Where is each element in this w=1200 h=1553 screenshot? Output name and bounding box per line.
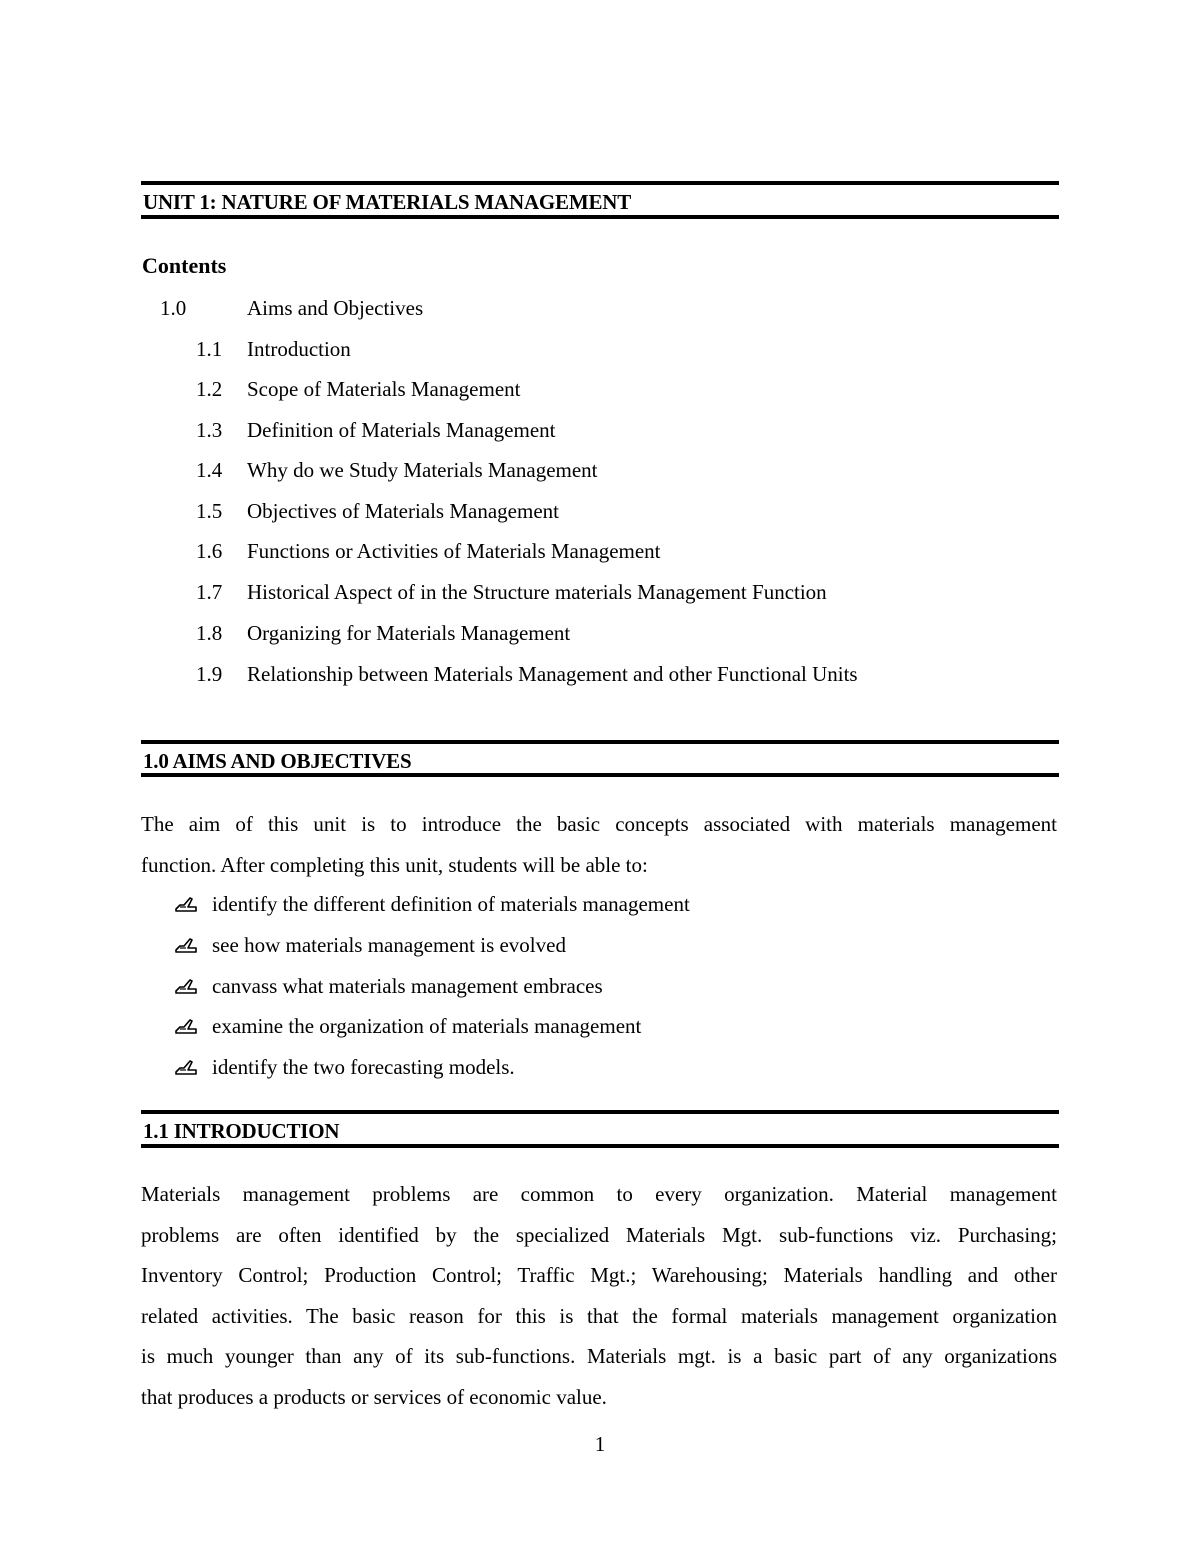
bottom-rule: [141, 773, 1059, 777]
toc-label: Why do we Study Materials Management: [247, 458, 598, 482]
contents-title: Contents: [142, 253, 227, 278]
toc-number: 1.8: [196, 621, 223, 645]
bullet-text: identify the different definition of materials management: [212, 892, 690, 916]
paragraph-line: that produces a products or services of economic value.: [141, 1384, 607, 1409]
top-rule: [141, 181, 1059, 185]
bullet-text: identify the two forecasting models.: [212, 1055, 515, 1079]
introduction-paragraph: [141, 1174, 1057, 1417]
toc-label: Scope of Materials Management: [247, 377, 521, 401]
bullet-text: examine the organization of materials management: [212, 1014, 642, 1038]
toc-label: Functions or Activities of Materials Management: [247, 539, 661, 563]
toc-label: Introduction: [247, 337, 351, 361]
paragraph-line: related activities. The basic reason for this is that the formal materials management organization: [141, 1303, 1057, 1328]
bottom-rule: [141, 215, 1059, 219]
unit-heading-block: [141, 181, 1059, 219]
paragraph-line: Materials management problems are common to every organization. Material management: [141, 1182, 1057, 1206]
toc-number: 1.7: [196, 580, 223, 604]
pointing-hand-icon: [174, 1017, 198, 1037]
pointing-hand-icon: [174, 895, 198, 915]
bullet-text: see how materials management is evolved: [212, 933, 566, 957]
introduction-heading-block: [141, 1110, 1059, 1148]
paragraph-line: Inventory Control; Production Control; Traffic Mgt.; Warehousing; Materials handling and other: [141, 1263, 1057, 1287]
aims-intro-paragraph: [141, 804, 1057, 885]
paragraph-line: The aim of this unit is to introduce the basic concepts associated with materials management: [141, 812, 1057, 836]
toc-label: Historical Aspect of in the Structure materials Management Function: [247, 580, 827, 604]
toc-number: 1.0: [160, 296, 187, 320]
paragraph-line: function. After completing this unit, students will be able to:: [141, 852, 648, 877]
bottom-rule: [141, 1144, 1059, 1148]
top-rule: [141, 1110, 1059, 1114]
pointing-hand-icon: [174, 977, 198, 997]
introduction-heading: 1.1 INTRODUCTION: [143, 1119, 340, 1143]
pointing-hand-icon: [174, 1058, 198, 1078]
paragraph-line: problems are often identified by the specialized Materials Mgt. sub-functions viz. Purchasing;: [141, 1222, 1057, 1247]
toc-label: Aims and Objectives: [247, 296, 424, 320]
toc-label: Definition of Materials Management: [247, 418, 556, 442]
toc-number: 1.4: [196, 458, 223, 482]
aims-heading-block: [141, 740, 1059, 778]
toc-label: Organizing for Materials Management: [247, 621, 571, 645]
aims-heading: 1.0 AIMS AND OBJECTIVES: [143, 749, 412, 773]
toc-number: 1.1: [196, 337, 223, 361]
toc-number: 1.9: [196, 662, 223, 686]
pointing-hand-icon: [174, 936, 198, 956]
unit-heading: UNIT 1: NATURE OF MATERIALS MANAGEMENT: [143, 190, 632, 214]
toc-number: 1.6: [196, 539, 223, 563]
paragraph-line: is much younger than any of its sub-functions. Materials mgt. is a basic part of any organizations: [141, 1344, 1057, 1368]
toc-number: 1.3: [196, 418, 223, 442]
toc-number: 1.2: [196, 377, 223, 401]
toc-label: Objectives of Materials Management: [247, 499, 559, 523]
top-rule: [141, 740, 1059, 744]
bullet-text: canvass what materials management embraces: [212, 974, 603, 998]
toc-number: 1.5: [196, 499, 223, 523]
page-number: 1: [594, 1432, 606, 1456]
toc-label: Relationship between Materials Management and other Functional Units: [247, 662, 858, 686]
